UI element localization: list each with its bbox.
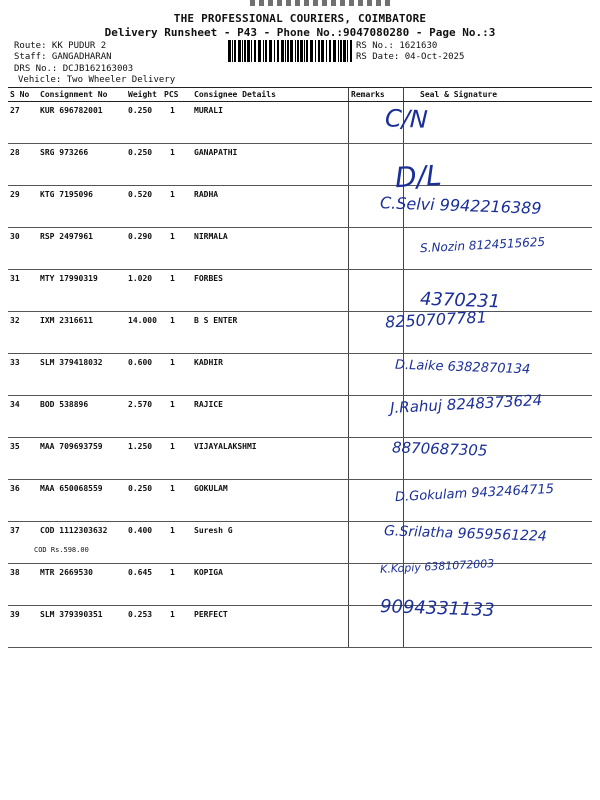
barcode-bar <box>274 40 275 62</box>
barcode-bar <box>232 40 233 62</box>
handwritten-signature: D.Laike 6382870134 <box>394 357 531 378</box>
cell-sno: 37 <box>8 522 38 564</box>
barcode-bar <box>310 40 313 62</box>
cell-consignee: FORBES <box>192 270 349 312</box>
cell-sno: 32 <box>8 312 38 354</box>
barcode-bar <box>329 40 331 62</box>
barcode-bar <box>295 40 296 62</box>
handwritten-signature: J.Rahuj 8248373624 <box>389 391 543 417</box>
barcode-bar <box>281 40 284 62</box>
cell-weight: 0.400 <box>126 522 162 564</box>
cell-pcs: 1 <box>162 270 192 312</box>
company-title: THE PROFESSIONAL COURIERS, COIMBATORE <box>173 12 427 25</box>
handwritten-signature: 9094331133 <box>379 596 495 621</box>
cell-consignment-no: IXM 2316611 <box>38 312 126 354</box>
cell-weight: 0.290 <box>126 228 162 270</box>
cell-sno: 31 <box>8 270 38 312</box>
cell-sno: 35 <box>8 438 38 480</box>
cell-weight: 0.250 <box>126 144 162 186</box>
cell-weight: 2.570 <box>126 396 162 438</box>
cell-sno: 30 <box>8 228 38 270</box>
barcode-bar <box>285 40 286 62</box>
table-row <box>8 270 592 312</box>
col-consignee: Consignee Details <box>192 88 349 102</box>
barcode-bar <box>244 40 246 62</box>
cell-pcs: 1 <box>162 186 192 228</box>
cell-consignee: MURALI <box>192 102 349 144</box>
col-pcs: PCS <box>162 88 192 102</box>
barcode-bar <box>247 40 250 62</box>
col-sno: S No <box>8 88 38 102</box>
barcode-bar <box>234 40 236 62</box>
cell-consignee: GANAPATHI <box>192 144 349 186</box>
cell-pcs: 1 <box>162 144 192 186</box>
table-row <box>8 312 592 354</box>
barcode-bar <box>318 40 320 62</box>
staff-label: Staff: GANGADHARAN <box>14 52 112 62</box>
cell-pcs: 1 <box>162 438 192 480</box>
barcode-bar <box>258 40 261 62</box>
top-edge-marks <box>250 0 390 6</box>
cell-weight: 1.250 <box>126 438 162 480</box>
cell-weight: 0.600 <box>126 354 162 396</box>
cell-pcs: 1 <box>162 606 192 648</box>
cell-pcs: 1 <box>162 480 192 522</box>
cell-consignment-no: SRG 973266 <box>38 144 126 186</box>
runsheet-subtitle: Delivery Runsheet - P43 - Phone No.:9047080280 - Page No.:3 <box>104 26 496 39</box>
cell-consignee: PERFECT <box>192 606 349 648</box>
barcode-bar <box>265 40 267 62</box>
cell-weight: 14.000 <box>126 312 162 354</box>
cell-consignee: KOPIGA <box>192 564 349 606</box>
cell-weight: 0.253 <box>126 606 162 648</box>
col-remarks: Remarks <box>349 88 404 102</box>
cell-consignment-no: COD 1112303632 <box>38 522 126 564</box>
cell-consignee: VIJAYALAKSHMI <box>192 438 349 480</box>
cell-weight: 0.520 <box>126 186 162 228</box>
handwritten-signature: 4370231 <box>419 288 501 313</box>
barcode-bar <box>321 40 324 62</box>
cell-weight: 0.250 <box>126 102 162 144</box>
cell-consignment-no: RSP 2497961 <box>38 228 126 270</box>
cell-remarks <box>349 270 404 312</box>
cell-consignee: GOKULAM <box>192 480 349 522</box>
handwritten-signature: D.Gokulam 9432464715 <box>394 481 555 506</box>
cell-consignee: KADHIR <box>192 354 349 396</box>
barcode-bar <box>277 40 279 62</box>
handwritten-signature: K.Kopiy 6381072003 <box>379 557 495 576</box>
handwritten-signature: G.Srilatha 9659561224 <box>383 523 547 545</box>
cell-weight: 0.645 <box>126 564 162 606</box>
cell-pcs: 1 <box>162 354 192 396</box>
cell-sno: 38 <box>8 564 38 606</box>
handwritten-signature: C.Selvi 9942216389 <box>379 193 542 218</box>
cell-remarks <box>349 228 404 270</box>
barcode-bar <box>343 40 346 62</box>
route-label: Route: KK PUDUR 2 <box>14 41 107 51</box>
cell-consignment-no: SLM 379418032 <box>38 354 126 396</box>
barcode-bar <box>238 40 241 62</box>
barcode-bar <box>242 40 243 62</box>
drs-label: DRS No.: DCJB162163003 <box>14 64 134 74</box>
cod-note: COD Rs.598.00 <box>34 546 89 554</box>
barcode-bar <box>228 40 231 62</box>
rs-number: RS No.: 1621630 <box>356 41 438 51</box>
cell-weight: 0.250 <box>126 480 162 522</box>
barcode-bar <box>304 40 305 62</box>
barcode-bar <box>254 40 256 62</box>
cell-pcs: 1 <box>162 312 192 354</box>
cell-consignment-no: KTG 7195096 <box>38 186 126 228</box>
cell-consignee: B S ENTER <box>192 312 349 354</box>
cell-consignment-no: MTR 2669530 <box>38 564 126 606</box>
cell-pcs: 1 <box>162 522 192 564</box>
cell-consignment-no: KUR 696782001 <box>38 102 126 144</box>
handwritten-signature: 8870687305 <box>391 438 488 460</box>
cell-signature <box>404 102 593 144</box>
cell-pcs: 1 <box>162 228 192 270</box>
table-row <box>8 144 592 186</box>
handwritten-signature: C/N <box>384 104 429 134</box>
cell-sno: 36 <box>8 480 38 522</box>
table-row <box>8 438 592 480</box>
barcode-bar <box>263 40 264 62</box>
table-row <box>8 606 592 648</box>
cell-pcs: 1 <box>162 564 192 606</box>
barcode <box>228 40 352 62</box>
barcode-bar <box>338 40 339 62</box>
barcode-bar <box>269 40 272 62</box>
cell-consignment-no: MAA 709693759 <box>38 438 126 480</box>
table-header-row <box>8 88 592 102</box>
cell-consignee: NIRMALA <box>192 228 349 270</box>
cell-sno: 27 <box>8 102 38 144</box>
barcode-bar <box>350 40 352 62</box>
cell-sno: 34 <box>8 396 38 438</box>
cell-consignee: Suresh G <box>192 522 349 564</box>
table-row <box>8 564 592 606</box>
barcode-bar <box>306 40 308 62</box>
cell-sno: 29 <box>8 186 38 228</box>
col-weight: Weight <box>126 88 162 102</box>
cell-consignment-no: BOD 538896 <box>38 396 126 438</box>
cell-weight: 1.020 <box>126 270 162 312</box>
barcode-bar <box>340 40 342 62</box>
barcode-bar <box>297 40 299 62</box>
barcode-bar <box>315 40 316 62</box>
barcode-bar <box>290 40 293 62</box>
cell-sno: 28 <box>8 144 38 186</box>
table-row <box>8 102 592 144</box>
cell-sno: 33 <box>8 354 38 396</box>
col-seal-signature: Seal & Signature <box>404 88 593 102</box>
rs-date: RS Date: 04-Oct-2025 <box>356 52 465 62</box>
cell-consignment-no: SLM 379390351 <box>38 606 126 648</box>
barcode-bar <box>347 40 348 62</box>
cell-consignment-no: MTY 17990319 <box>38 270 126 312</box>
barcode-bar <box>333 40 336 62</box>
barcode-bar <box>251 40 252 62</box>
handwritten-signature: D/L <box>394 158 443 195</box>
cell-sno: 39 <box>8 606 38 648</box>
col-consignment: Consignment No <box>38 88 126 102</box>
cell-consignee: RADHA <box>192 186 349 228</box>
cell-pcs: 1 <box>162 102 192 144</box>
cell-pcs: 1 <box>162 396 192 438</box>
barcode-bar <box>287 40 289 62</box>
cell-consignee: RAJICE <box>192 396 349 438</box>
barcode-bar <box>326 40 327 62</box>
handwritten-signature: S.Nozin 8124515625 <box>419 234 546 256</box>
barcode-bar <box>300 40 303 62</box>
handwritten-signature: 8250707781 <box>384 307 488 332</box>
cell-consignment-no: MAA 650068559 <box>38 480 126 522</box>
vehicle-label: Vehicle: Two Wheeler Delivery <box>18 75 176 85</box>
